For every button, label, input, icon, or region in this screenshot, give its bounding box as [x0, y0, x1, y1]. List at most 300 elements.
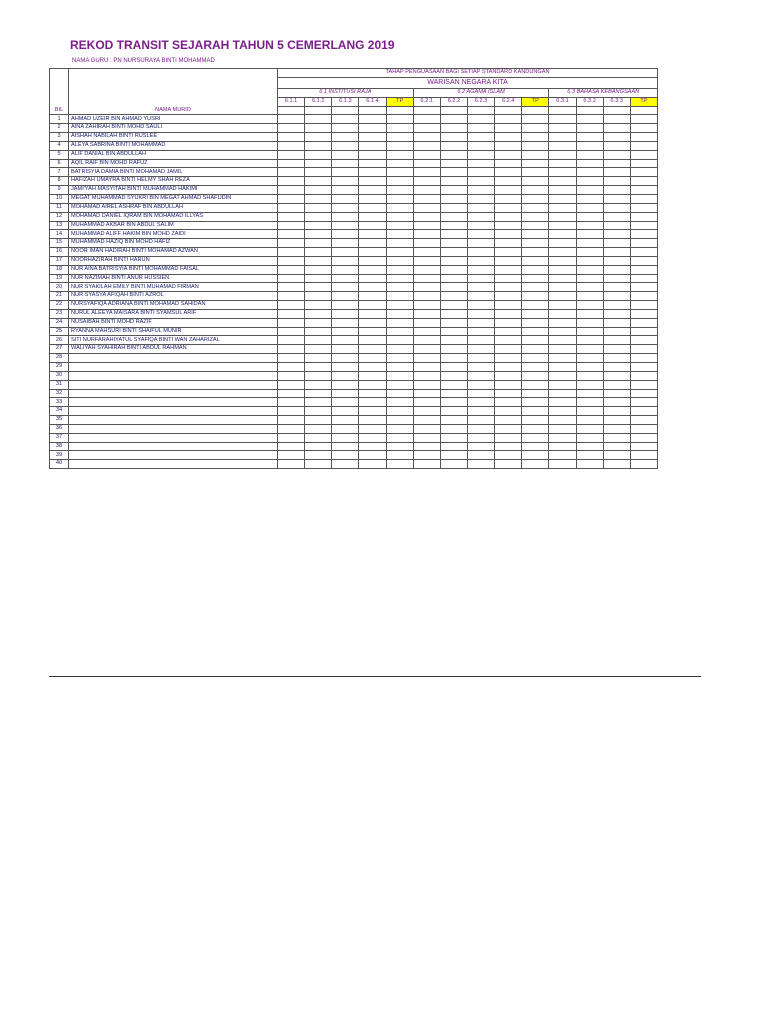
- score-cell[interactable]: [576, 141, 603, 150]
- score-cell[interactable]: [386, 256, 413, 265]
- score-cell[interactable]: [332, 442, 359, 451]
- score-cell[interactable]: [305, 424, 332, 433]
- score-cell[interactable]: [359, 292, 386, 301]
- score-cell[interactable]: [467, 398, 494, 407]
- score-cell[interactable]: [359, 407, 386, 416]
- score-cell[interactable]: [576, 159, 603, 168]
- score-cell[interactable]: [495, 150, 522, 159]
- score-cell[interactable]: [386, 283, 413, 292]
- score-cell[interactable]: [413, 274, 440, 283]
- score-cell[interactable]: [522, 274, 549, 283]
- score-cell[interactable]: [386, 345, 413, 354]
- score-cell[interactable]: [549, 309, 576, 318]
- score-cell[interactable]: [522, 124, 549, 133]
- score-cell[interactable]: [467, 186, 494, 195]
- score-cell[interactable]: [278, 177, 305, 186]
- student-name[interactable]: AINA ZAHIRAH BINTI MOHD SAULI: [69, 124, 278, 133]
- score-cell[interactable]: [278, 363, 305, 372]
- score-cell[interactable]: [278, 424, 305, 433]
- score-cell[interactable]: [332, 124, 359, 133]
- score-cell[interactable]: [522, 194, 549, 203]
- score-cell[interactable]: [278, 212, 305, 221]
- score-cell[interactable]: [603, 177, 630, 186]
- score-cell[interactable]: [495, 416, 522, 425]
- score-cell[interactable]: [332, 424, 359, 433]
- score-cell[interactable]: [440, 389, 467, 398]
- score-cell[interactable]: [359, 203, 386, 212]
- score-cell[interactable]: [467, 283, 494, 292]
- score-cell[interactable]: [386, 150, 413, 159]
- score-cell[interactable]: [549, 221, 576, 230]
- score-cell[interactable]: [576, 309, 603, 318]
- score-cell[interactable]: [332, 407, 359, 416]
- score-cell[interactable]: [359, 256, 386, 265]
- score-cell[interactable]: [305, 221, 332, 230]
- score-cell[interactable]: [278, 460, 305, 469]
- score-cell[interactable]: [495, 407, 522, 416]
- score-cell[interactable]: [630, 460, 657, 469]
- score-cell[interactable]: [467, 230, 494, 239]
- score-cell[interactable]: [332, 371, 359, 380]
- score-cell[interactable]: [332, 301, 359, 310]
- student-name[interactable]: [69, 416, 278, 425]
- score-cell[interactable]: [522, 230, 549, 239]
- score-cell[interactable]: [522, 239, 549, 248]
- score-cell[interactable]: [576, 380, 603, 389]
- score-cell[interactable]: [440, 194, 467, 203]
- score-cell[interactable]: [576, 124, 603, 133]
- score-cell[interactable]: [386, 301, 413, 310]
- score-cell[interactable]: [630, 398, 657, 407]
- score-cell[interactable]: [305, 345, 332, 354]
- score-cell[interactable]: [549, 363, 576, 372]
- score-cell[interactable]: [278, 168, 305, 177]
- score-cell[interactable]: [522, 460, 549, 469]
- score-cell[interactable]: [467, 212, 494, 221]
- score-cell[interactable]: [359, 168, 386, 177]
- score-cell[interactable]: [630, 354, 657, 363]
- score-cell[interactable]: [630, 256, 657, 265]
- score-cell[interactable]: [440, 354, 467, 363]
- score-cell[interactable]: [576, 283, 603, 292]
- score-cell[interactable]: [305, 442, 332, 451]
- score-cell[interactable]: [359, 433, 386, 442]
- score-cell[interactable]: [386, 398, 413, 407]
- score-cell[interactable]: [549, 407, 576, 416]
- score-cell[interactable]: [305, 256, 332, 265]
- score-cell[interactable]: [440, 159, 467, 168]
- score-cell[interactable]: [305, 115, 332, 124]
- score-cell[interactable]: [549, 115, 576, 124]
- score-cell[interactable]: [576, 274, 603, 283]
- score-cell[interactable]: [603, 371, 630, 380]
- score-cell[interactable]: [332, 168, 359, 177]
- score-cell[interactable]: [359, 460, 386, 469]
- student-name[interactable]: NOOR IMAN HADIRAH BINTI MOHAMAD AZWAN: [69, 248, 278, 257]
- student-name[interactable]: [69, 460, 278, 469]
- score-cell[interactable]: [359, 177, 386, 186]
- score-cell[interactable]: [413, 203, 440, 212]
- score-cell[interactable]: [630, 433, 657, 442]
- score-cell[interactable]: [305, 451, 332, 460]
- score-cell[interactable]: [495, 124, 522, 133]
- score-cell[interactable]: [332, 133, 359, 142]
- score-cell[interactable]: [278, 336, 305, 345]
- score-cell[interactable]: [467, 256, 494, 265]
- score-cell[interactable]: [386, 124, 413, 133]
- score-cell[interactable]: [332, 292, 359, 301]
- score-cell[interactable]: [549, 133, 576, 142]
- score-cell[interactable]: [522, 363, 549, 372]
- score-cell[interactable]: [603, 451, 630, 460]
- score-cell[interactable]: [522, 389, 549, 398]
- score-cell[interactable]: [522, 292, 549, 301]
- score-cell[interactable]: [549, 451, 576, 460]
- score-cell[interactable]: [467, 248, 494, 257]
- score-cell[interactable]: [440, 124, 467, 133]
- score-cell[interactable]: [576, 186, 603, 195]
- score-cell[interactable]: [495, 212, 522, 221]
- score-cell[interactable]: [467, 354, 494, 363]
- score-cell[interactable]: [413, 248, 440, 257]
- score-cell[interactable]: [332, 212, 359, 221]
- score-cell[interactable]: [522, 168, 549, 177]
- score-cell[interactable]: [603, 133, 630, 142]
- score-cell[interactable]: [386, 460, 413, 469]
- score-cell[interactable]: [549, 380, 576, 389]
- score-cell[interactable]: [630, 186, 657, 195]
- score-cell[interactable]: [495, 159, 522, 168]
- score-cell[interactable]: [413, 115, 440, 124]
- score-cell[interactable]: [467, 416, 494, 425]
- score-cell[interactable]: [603, 292, 630, 301]
- student-name[interactable]: [69, 407, 278, 416]
- score-cell[interactable]: [549, 265, 576, 274]
- score-cell[interactable]: [278, 433, 305, 442]
- score-cell[interactable]: [467, 115, 494, 124]
- score-cell[interactable]: [522, 345, 549, 354]
- score-cell[interactable]: [413, 265, 440, 274]
- student-name[interactable]: [69, 398, 278, 407]
- score-cell[interactable]: [603, 318, 630, 327]
- score-cell[interactable]: [386, 265, 413, 274]
- score-cell[interactable]: [413, 424, 440, 433]
- score-cell[interactable]: [576, 133, 603, 142]
- score-cell[interactable]: [440, 327, 467, 336]
- score-cell[interactable]: [495, 274, 522, 283]
- score-cell[interactable]: [332, 265, 359, 274]
- score-cell[interactable]: [440, 221, 467, 230]
- score-cell[interactable]: [495, 424, 522, 433]
- score-cell[interactable]: [630, 327, 657, 336]
- score-cell[interactable]: [305, 416, 332, 425]
- score-cell[interactable]: [332, 186, 359, 195]
- score-cell[interactable]: [603, 150, 630, 159]
- score-cell[interactable]: [359, 283, 386, 292]
- score-cell[interactable]: [332, 389, 359, 398]
- score-cell[interactable]: [440, 203, 467, 212]
- score-cell[interactable]: [495, 451, 522, 460]
- score-cell[interactable]: [413, 416, 440, 425]
- student-name[interactable]: NUR SYAKILAH EMILY BINTI MUHAMAD FIRMAN: [69, 283, 278, 292]
- score-cell[interactable]: [386, 115, 413, 124]
- score-cell[interactable]: [576, 424, 603, 433]
- score-cell[interactable]: [495, 389, 522, 398]
- student-name[interactable]: NUR AINA BATRISYIA BINTI MOHAMMAD FAISAL: [69, 265, 278, 274]
- score-cell[interactable]: [413, 363, 440, 372]
- score-cell[interactable]: [440, 363, 467, 372]
- score-cell[interactable]: [522, 177, 549, 186]
- score-cell[interactable]: [359, 451, 386, 460]
- score-cell[interactable]: [576, 265, 603, 274]
- score-cell[interactable]: [359, 309, 386, 318]
- score-cell[interactable]: [332, 283, 359, 292]
- student-name[interactable]: [69, 380, 278, 389]
- score-cell[interactable]: [576, 318, 603, 327]
- score-cell[interactable]: [495, 345, 522, 354]
- score-cell[interactable]: [305, 354, 332, 363]
- score-cell[interactable]: [522, 141, 549, 150]
- student-name[interactable]: MUHAMMAD AKBAR BIN ABDUL SALIM: [69, 221, 278, 230]
- score-cell[interactable]: [359, 345, 386, 354]
- score-cell[interactable]: [413, 292, 440, 301]
- score-cell[interactable]: [278, 416, 305, 425]
- score-cell[interactable]: [305, 336, 332, 345]
- score-cell[interactable]: [440, 186, 467, 195]
- score-cell[interactable]: [522, 424, 549, 433]
- score-cell[interactable]: [603, 221, 630, 230]
- score-cell[interactable]: [495, 363, 522, 372]
- score-cell[interactable]: [522, 318, 549, 327]
- score-cell[interactable]: [305, 159, 332, 168]
- score-cell[interactable]: [413, 354, 440, 363]
- score-cell[interactable]: [603, 283, 630, 292]
- score-cell[interactable]: [576, 203, 603, 212]
- score-cell[interactable]: [305, 186, 332, 195]
- score-cell[interactable]: [305, 265, 332, 274]
- score-cell[interactable]: [413, 327, 440, 336]
- score-cell[interactable]: [495, 230, 522, 239]
- score-cell[interactable]: [603, 203, 630, 212]
- score-cell[interactable]: [522, 442, 549, 451]
- score-cell[interactable]: [278, 309, 305, 318]
- score-cell[interactable]: [576, 256, 603, 265]
- score-cell[interactable]: [495, 433, 522, 442]
- score-cell[interactable]: [576, 168, 603, 177]
- score-cell[interactable]: [603, 159, 630, 168]
- score-cell[interactable]: [603, 124, 630, 133]
- score-cell[interactable]: [440, 239, 467, 248]
- score-cell[interactable]: [549, 301, 576, 310]
- score-cell[interactable]: [549, 239, 576, 248]
- score-cell[interactable]: [467, 133, 494, 142]
- score-cell[interactable]: [522, 256, 549, 265]
- score-cell[interactable]: [630, 416, 657, 425]
- score-cell[interactable]: [603, 115, 630, 124]
- score-cell[interactable]: [413, 318, 440, 327]
- score-cell[interactable]: [467, 168, 494, 177]
- score-cell[interactable]: [359, 274, 386, 283]
- score-cell[interactable]: [467, 221, 494, 230]
- score-cell[interactable]: [440, 256, 467, 265]
- score-cell[interactable]: [305, 230, 332, 239]
- score-cell[interactable]: [359, 442, 386, 451]
- score-cell[interactable]: [495, 309, 522, 318]
- score-cell[interactable]: [440, 133, 467, 142]
- score-cell[interactable]: [576, 248, 603, 257]
- score-cell[interactable]: [522, 416, 549, 425]
- score-cell[interactable]: [332, 239, 359, 248]
- score-cell[interactable]: [305, 124, 332, 133]
- score-cell[interactable]: [359, 424, 386, 433]
- score-cell[interactable]: [305, 371, 332, 380]
- score-cell[interactable]: [549, 150, 576, 159]
- score-cell[interactable]: [386, 141, 413, 150]
- score-cell[interactable]: [576, 239, 603, 248]
- score-cell[interactable]: [305, 309, 332, 318]
- score-cell[interactable]: [386, 363, 413, 372]
- score-cell[interactable]: [522, 115, 549, 124]
- score-cell[interactable]: [305, 203, 332, 212]
- score-cell[interactable]: [332, 256, 359, 265]
- score-cell[interactable]: [576, 389, 603, 398]
- score-cell[interactable]: [495, 203, 522, 212]
- score-cell[interactable]: [359, 133, 386, 142]
- student-name[interactable]: MOHAMAD DANIEL IQRAM BIN MOHAMAD ILLYAS: [69, 212, 278, 221]
- score-cell[interactable]: [278, 115, 305, 124]
- score-cell[interactable]: [440, 407, 467, 416]
- score-cell[interactable]: [576, 371, 603, 380]
- score-cell[interactable]: [630, 363, 657, 372]
- score-cell[interactable]: [522, 309, 549, 318]
- score-cell[interactable]: [440, 274, 467, 283]
- student-name[interactable]: [69, 363, 278, 372]
- score-cell[interactable]: [603, 301, 630, 310]
- score-cell[interactable]: [576, 336, 603, 345]
- score-cell[interactable]: [278, 345, 305, 354]
- score-cell[interactable]: [413, 124, 440, 133]
- score-cell[interactable]: [549, 345, 576, 354]
- score-cell[interactable]: [332, 354, 359, 363]
- score-cell[interactable]: [386, 194, 413, 203]
- score-cell[interactable]: [332, 398, 359, 407]
- score-cell[interactable]: [305, 248, 332, 257]
- score-cell[interactable]: [305, 380, 332, 389]
- score-cell[interactable]: [332, 203, 359, 212]
- score-cell[interactable]: [386, 248, 413, 257]
- student-name[interactable]: [69, 354, 278, 363]
- score-cell[interactable]: [549, 177, 576, 186]
- score-cell[interactable]: [467, 292, 494, 301]
- score-cell[interactable]: [467, 460, 494, 469]
- score-cell[interactable]: [440, 141, 467, 150]
- score-cell[interactable]: [332, 115, 359, 124]
- score-cell[interactable]: [630, 309, 657, 318]
- student-name[interactable]: HAFIZAH UMAYRA BINTI HELMY SHAH REZA: [69, 177, 278, 186]
- score-cell[interactable]: [386, 212, 413, 221]
- score-cell[interactable]: [386, 239, 413, 248]
- score-cell[interactable]: [278, 256, 305, 265]
- score-cell[interactable]: [386, 186, 413, 195]
- score-cell[interactable]: [603, 345, 630, 354]
- score-cell[interactable]: [467, 150, 494, 159]
- score-cell[interactable]: [467, 433, 494, 442]
- score-cell[interactable]: [359, 230, 386, 239]
- score-cell[interactable]: [630, 371, 657, 380]
- score-cell[interactable]: [603, 327, 630, 336]
- score-cell[interactable]: [413, 460, 440, 469]
- score-cell[interactable]: [467, 274, 494, 283]
- score-cell[interactable]: [630, 380, 657, 389]
- score-cell[interactable]: [522, 327, 549, 336]
- score-cell[interactable]: [495, 239, 522, 248]
- score-cell[interactable]: [495, 318, 522, 327]
- score-cell[interactable]: [440, 177, 467, 186]
- score-cell[interactable]: [440, 345, 467, 354]
- score-cell[interactable]: [603, 168, 630, 177]
- score-cell[interactable]: [278, 274, 305, 283]
- score-cell[interactable]: [413, 345, 440, 354]
- score-cell[interactable]: [467, 345, 494, 354]
- score-cell[interactable]: [630, 451, 657, 460]
- score-cell[interactable]: [495, 327, 522, 336]
- score-cell[interactable]: [278, 380, 305, 389]
- score-cell[interactable]: [386, 177, 413, 186]
- score-cell[interactable]: [413, 256, 440, 265]
- score-cell[interactable]: [305, 274, 332, 283]
- score-cell[interactable]: [440, 336, 467, 345]
- score-cell[interactable]: [359, 416, 386, 425]
- student-name[interactable]: NUR NAZIMAH BINTI ANUR HUSSIEN: [69, 274, 278, 283]
- score-cell[interactable]: [467, 265, 494, 274]
- score-cell[interactable]: [332, 336, 359, 345]
- score-cell[interactable]: [278, 283, 305, 292]
- score-cell[interactable]: [413, 221, 440, 230]
- score-cell[interactable]: [630, 150, 657, 159]
- score-cell[interactable]: [549, 398, 576, 407]
- score-cell[interactable]: [278, 451, 305, 460]
- score-cell[interactable]: [413, 186, 440, 195]
- score-cell[interactable]: [359, 371, 386, 380]
- score-cell[interactable]: [278, 141, 305, 150]
- score-cell[interactable]: [522, 283, 549, 292]
- score-cell[interactable]: [603, 194, 630, 203]
- score-cell[interactable]: [495, 336, 522, 345]
- score-cell[interactable]: [278, 203, 305, 212]
- score-cell[interactable]: [549, 442, 576, 451]
- score-cell[interactable]: [359, 354, 386, 363]
- score-cell[interactable]: [440, 451, 467, 460]
- score-cell[interactable]: [386, 309, 413, 318]
- score-cell[interactable]: [305, 133, 332, 142]
- score-cell[interactable]: [305, 239, 332, 248]
- score-cell[interactable]: [576, 301, 603, 310]
- student-name[interactable]: NOORHAZIRAH BINTI HARUN: [69, 256, 278, 265]
- score-cell[interactable]: [630, 442, 657, 451]
- score-cell[interactable]: [413, 380, 440, 389]
- score-cell[interactable]: [413, 239, 440, 248]
- score-cell[interactable]: [332, 451, 359, 460]
- score-cell[interactable]: [630, 283, 657, 292]
- score-cell[interactable]: [332, 274, 359, 283]
- score-cell[interactable]: [603, 274, 630, 283]
- score-cell[interactable]: [359, 389, 386, 398]
- score-cell[interactable]: [603, 433, 630, 442]
- score-cell[interactable]: [603, 424, 630, 433]
- score-cell[interactable]: [603, 239, 630, 248]
- score-cell[interactable]: [332, 318, 359, 327]
- score-cell[interactable]: [386, 371, 413, 380]
